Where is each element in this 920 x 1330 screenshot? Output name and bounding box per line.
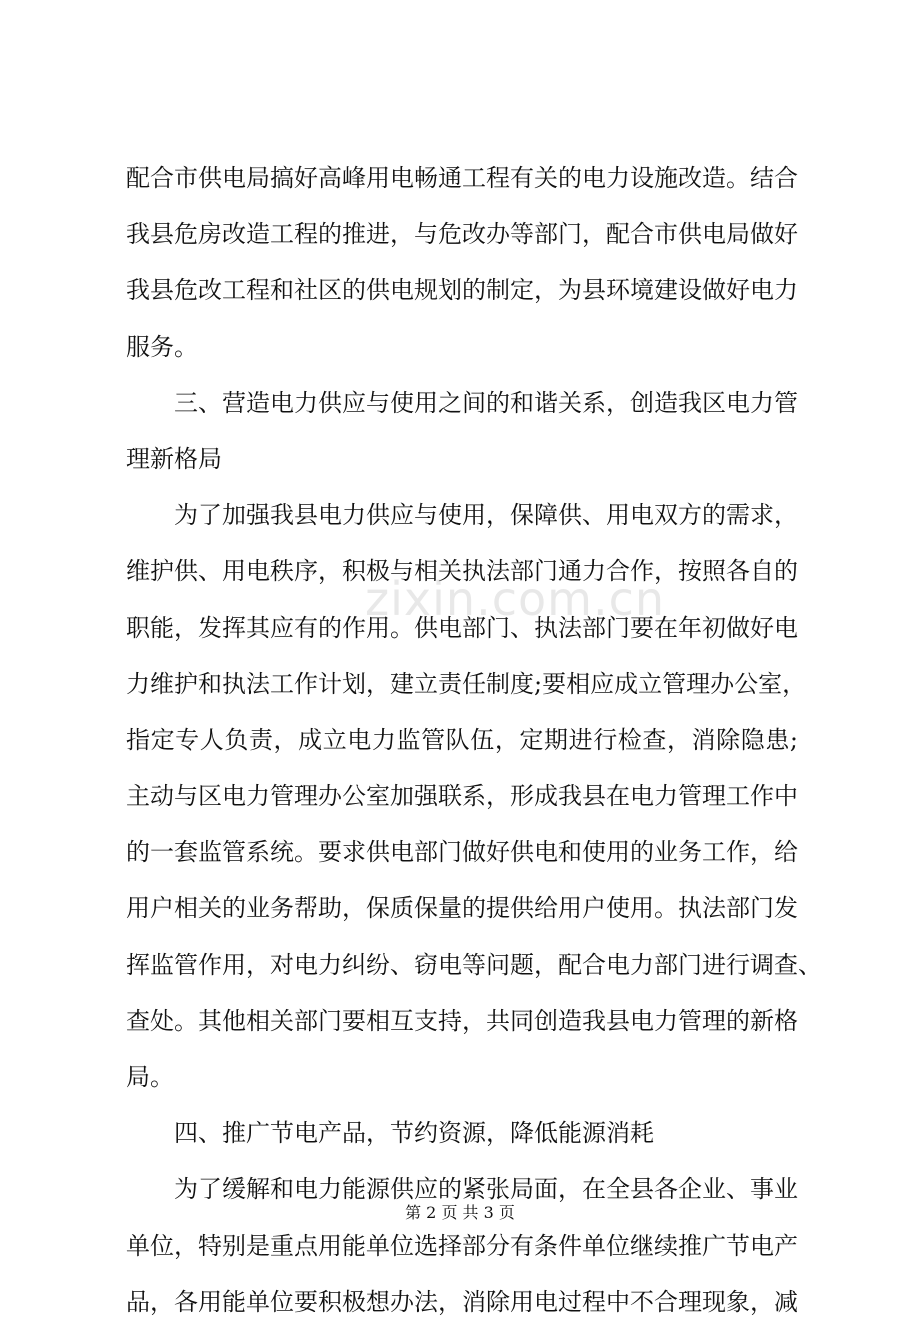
text-line: 为了缓解和电力能源供应的紧张局面，在全县各企业、事业	[174, 1175, 798, 1204]
text-line: 挥监管作用，对电力纠纷、窃电等问题，配合电力部门进行调查、	[126, 950, 822, 979]
text-line: 用户相关的业务帮助，保质保量的提供给用户使用。执法部门发	[126, 894, 798, 923]
text-line: 力维护和执法工作计划，建立责任制度;要相应成立管理办公室，	[126, 669, 807, 698]
text-line: 服务。	[126, 332, 198, 361]
section-heading-line: 理新格局	[126, 444, 222, 473]
watermark: zixin.com.cn	[365, 572, 666, 626]
page-footer: 第 2 页 共 3 页	[405, 1203, 515, 1222]
text-line: 为了加强我县电力供应与使用，保障供、用电双方的需求，	[174, 501, 798, 530]
document-body	[126, 150, 822, 1330]
text-line: 指定专人负责，成立电力监管队伍，定期进行检查，消除隐患;	[126, 725, 798, 754]
section-heading-line: 四、推广节电产品，节约资源，降低能源消耗	[174, 1119, 654, 1148]
section-heading-line: 三、营造电力供应与使用之间的和谐关系，创造我区电力管	[174, 388, 798, 417]
text-line: 维护供、用电秩序，积极与相关执法部门通力合作，按照各自的	[126, 557, 798, 586]
text-line: 我县危房改造工程的推进，与危改办等部门，配合市供电局做好	[126, 220, 798, 249]
text-line: 查处。其他相关部门要相互支持，共同创造我县电力管理的新格	[126, 1006, 798, 1035]
text-line: 职能，发挥其应有的作用。供电部门、执法部门要在年初做好电	[126, 613, 798, 642]
text-line: 局。	[126, 1063, 174, 1091]
text-line: 的一套监管系统。要求供电部门做好供电和使用的业务工作，给	[126, 838, 798, 867]
text-line: 配合市供电局搞好高峰用电畅通工程有关的电力设施改造。结合	[126, 164, 798, 192]
text-line: 我县危改工程和社区的供电规划的制定，为县环境建设做好电力	[126, 276, 798, 305]
text-line: 品，各用能单位要积极想办法，消除用电过程中不合理现象，减	[126, 1287, 798, 1316]
text-line: 主动与区电力管理办公室加强联系，形成我县在电力管理工作中	[126, 782, 798, 811]
text-line: 单位，特别是重点用能单位选择部分有条件单位继续推广节电产	[126, 1231, 798, 1260]
